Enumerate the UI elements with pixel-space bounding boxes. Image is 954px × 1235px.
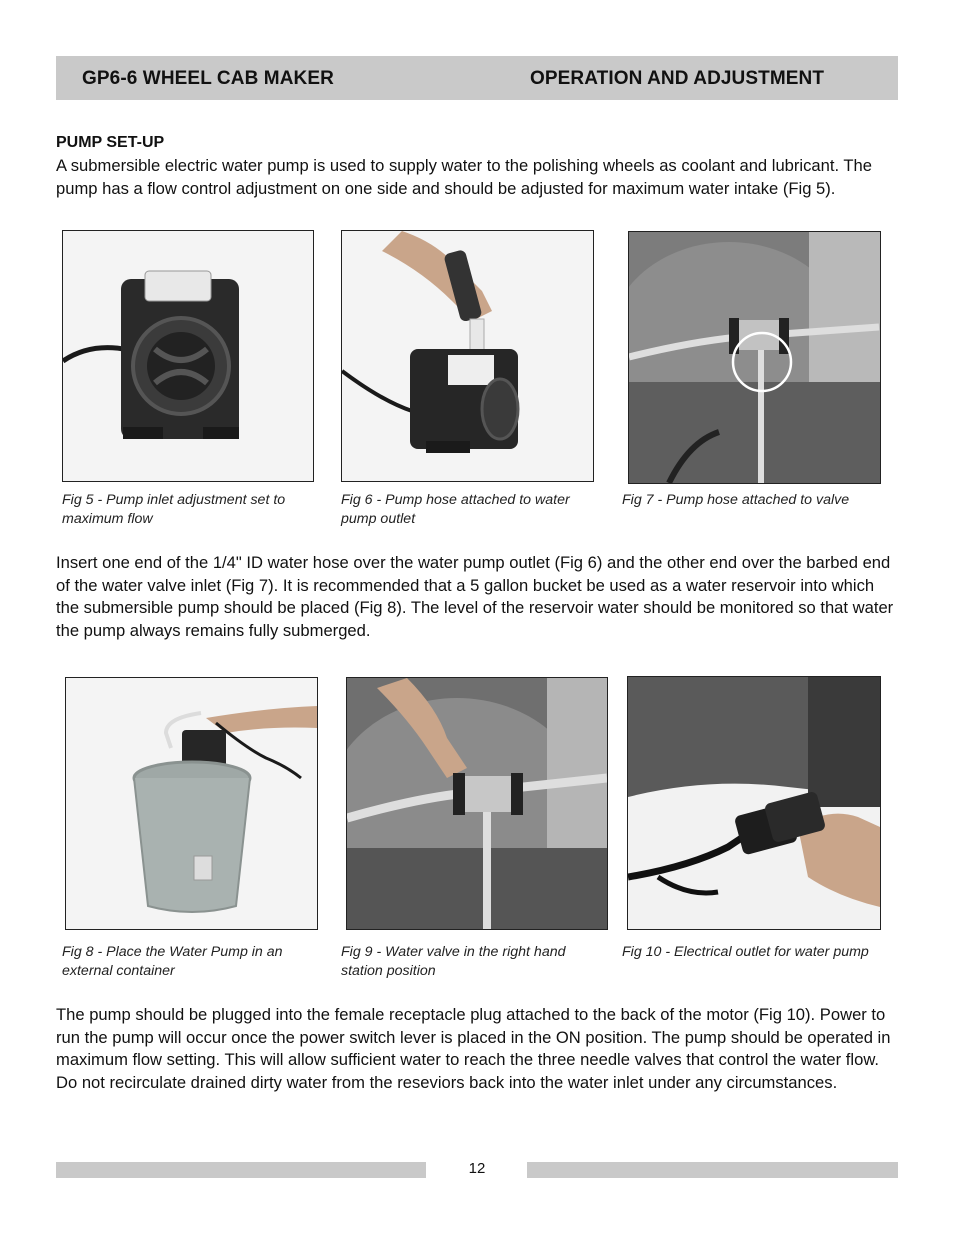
intro-paragraph: A submersible electric water pump is used to supply water to the polishing wheels as coolant and lubricant. The pump has a flow control adjustment on one side and should be adjusted for maximum water intake (Fig 5). <box>56 156 872 198</box>
fig9-caption: Fig 9 - Water valve in the right hand station position <box>341 944 566 979</box>
header-bar <box>56 56 898 100</box>
fig5-caption: Fig 5 - Pump inlet adjustment set to maximum flow <box>62 492 286 527</box>
document-title: GP6-6 WHEEL CAB MAKER <box>82 68 334 89</box>
fig5-pump-inlet-photo <box>62 230 314 482</box>
page-number: 12 <box>468 1160 486 1177</box>
fig8-pump-in-bucket-photo <box>65 677 318 930</box>
fig7-pump-hose-valve-photo <box>628 231 881 484</box>
fig7-caption: Fig 7 - Pump hose attached to valve <box>622 492 850 508</box>
footer-bar-left <box>56 1162 426 1178</box>
footer-bar-right <box>527 1162 898 1178</box>
hose-instructions-paragraph: Insert one end of the 1/4" ID water hose over the water pump outlet (Fig 6) and the other end over the barbed end of the water valve inlet (Fig 7). It is recommended that a 5 gallon bucket be used as a water reservoir into which the submersible pump should be placed (Fig 8). The level of the reservoir water should be monitored so that water the pump always remains fully submerged. <box>56 553 894 640</box>
section-title: PUMP SET-UP <box>56 134 165 151</box>
fig6-pump-hose-outlet-photo <box>341 230 594 482</box>
power-instructions-paragraph: The pump should be plugged into the female receptacle plug attached to the back of the motor (Fig 10). Power to run the pump will occur once the power switch lever is placed in the ON position. The pump should be operated in maximum flow setting. This will allow sufficient water to reach the three needle valves that control the water flow. Do not recirculate drained dirty water from the reseviors back into the water inlet under any circumstances. <box>56 1005 891 1092</box>
fig10-caption: Fig 10 - Electrical outlet for water pump <box>622 944 869 960</box>
fig8-caption: Fig 8 - Place the Water Pump in an external container <box>62 944 283 979</box>
fig9-water-valve-photo <box>346 677 608 930</box>
fig10-electrical-outlet-photo <box>627 676 881 930</box>
section-heading: OPERATION AND ADJUSTMENT <box>530 68 825 89</box>
fig6-caption: Fig 6 - Pump hose attached to water pump outlet <box>341 492 570 527</box>
